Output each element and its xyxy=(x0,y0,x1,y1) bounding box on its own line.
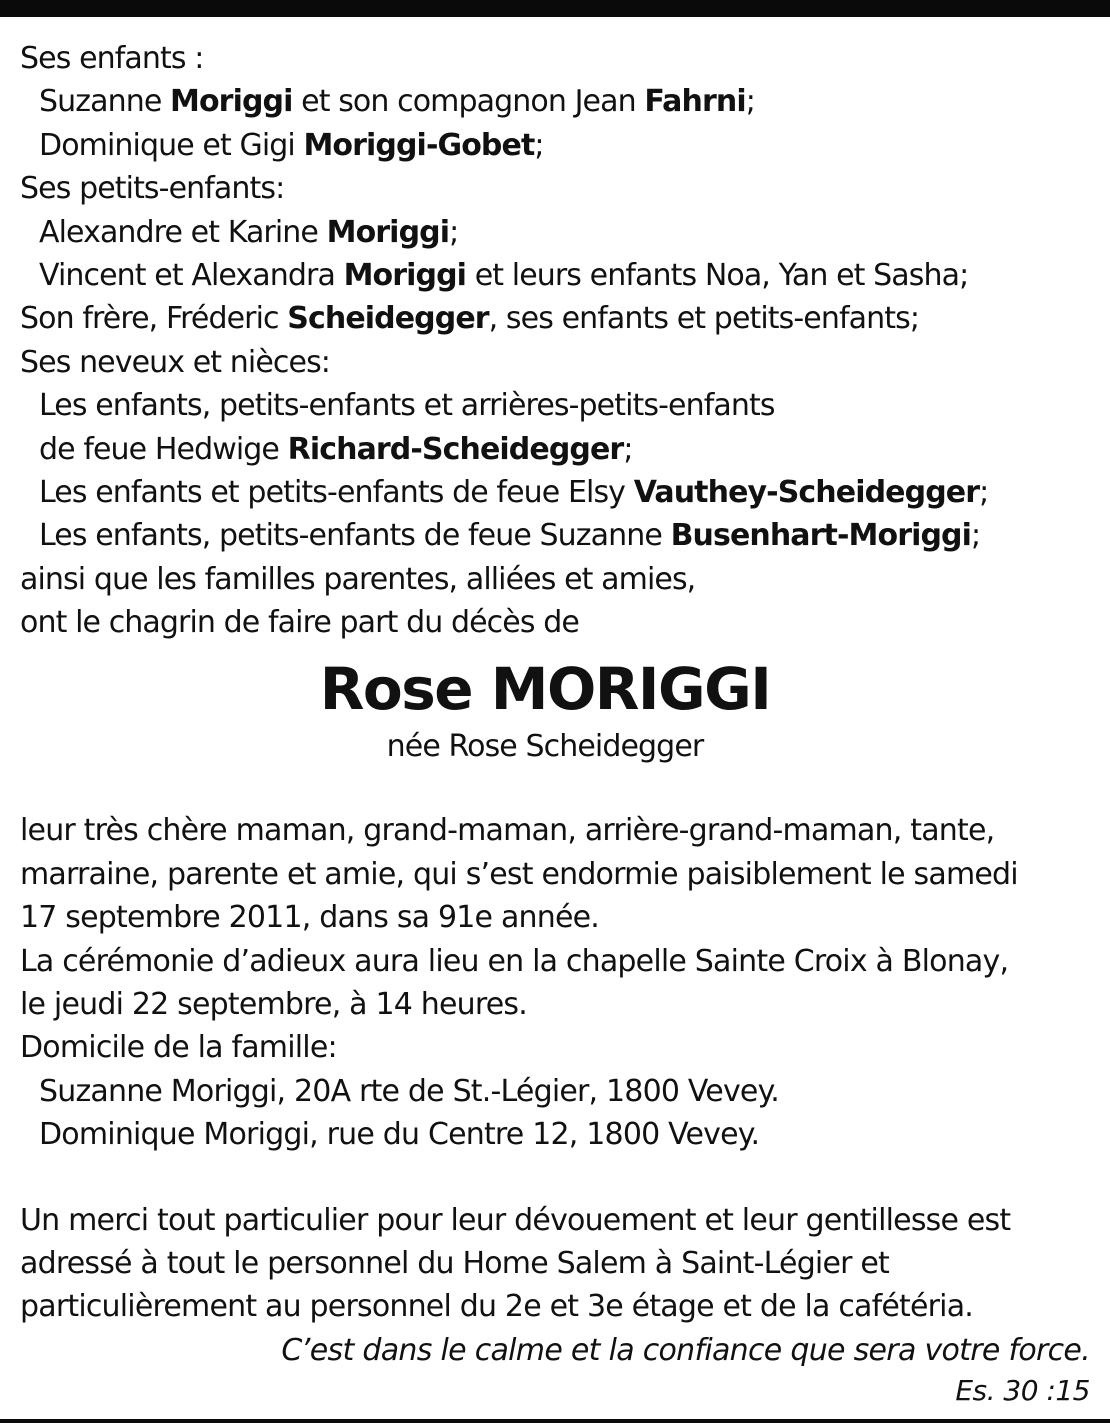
given-names: Alexandre et Karine xyxy=(39,214,318,250)
address-line-1: Suzanne Moriggi, 20A rte de St.-Légier, 1800 Vevey. xyxy=(39,1073,779,1109)
nephews-line-4 xyxy=(20,514,1090,557)
punctuation: ; xyxy=(745,84,755,120)
thanks-line-3: particulièrement au personnel du 2e et 3e étage et de la cafétéria. xyxy=(20,1289,974,1325)
obituary-notice xyxy=(20,37,1090,1410)
surname: Moriggi xyxy=(343,257,467,293)
partner-text: et son compagnon Jean xyxy=(301,84,636,120)
closing-line-1: ainsi que les familles parentes, alliées et amies, xyxy=(20,561,696,597)
ceremony-line-1: La cérémonie d’adieux aura lieu en la chapelle Sainte Croix à Blonay, xyxy=(20,943,1009,979)
grandchild-line-vincent xyxy=(20,254,1090,297)
bottom-border-rule xyxy=(0,1419,1110,1423)
domicile-heading: Domicile de la famille: xyxy=(20,1030,337,1066)
punctuation: ; xyxy=(449,214,459,250)
surname: Moriggi xyxy=(326,214,450,250)
details-line-2: marraine, parente et amie, qui s’est endormie paisiblement le samedi xyxy=(20,856,1018,892)
ceremony-line-2: le jeudi 22 septembre, à 14 heures. xyxy=(20,987,527,1023)
surname: Moriggi xyxy=(170,84,293,120)
prefix-text: Les enfants, petits-enfants de feue Suzanne xyxy=(39,518,662,554)
partner-surname: Fahrni xyxy=(644,84,746,120)
prefix-text: Les enfants et petits-enfants de feue Elsy xyxy=(39,474,626,510)
child-line-suzanne xyxy=(20,80,1090,123)
deceased-name: Rose MORIGGI xyxy=(319,655,771,724)
given-names: Suzanne xyxy=(39,84,162,120)
nephews-line-3 xyxy=(20,471,1090,514)
punctuation: ; xyxy=(534,127,544,163)
rest-text: et leurs enfants Noa, Yan et Sasha; xyxy=(474,257,969,293)
brother-line xyxy=(20,297,1090,340)
details-line-1: leur très chère maman, grand-maman, arrière-grand-maman, tante, xyxy=(20,813,995,849)
grandchild-line-alexandre xyxy=(20,211,1090,254)
given-names: Dominique et Gigi xyxy=(39,127,295,163)
surname: Scheidegger xyxy=(287,301,489,337)
thanks-line-1: Un merci tout particulier pour leur dévouement et leur gentillesse est xyxy=(20,1202,1011,1238)
prefix-text: Son frère, Fréderic xyxy=(20,301,279,337)
surname: Vauthey-Scheidegger xyxy=(633,474,980,510)
birth-name: née Rose Scheidegger xyxy=(386,729,704,765)
given-names: Vincent et Alexandra xyxy=(39,257,335,293)
rest-text: , ses enfants et petits-enfants; xyxy=(488,301,920,337)
child-line-dominique xyxy=(20,124,1090,167)
nephews-heading: Ses neveux et nièces: xyxy=(20,344,331,380)
details-block xyxy=(20,809,1090,1156)
nephews-line-2 xyxy=(20,428,1090,471)
spacer xyxy=(20,767,1090,809)
nephews-line-1: Les enfants, petits-enfants et arrières-petits-enfants xyxy=(39,388,775,424)
thanks-line-2: adressé à tout le personnel du Home Salem à Saint-Légier et xyxy=(20,1245,890,1281)
address-line-2: Dominique Moriggi, rue du Centre 12, 1800 Vevey. xyxy=(39,1117,760,1153)
children-heading: Ses enfants : xyxy=(20,41,204,76)
surname: Moriggi-Gobet xyxy=(303,127,535,163)
details-line-3: 17 septembre 2011, dans sa 91e année. xyxy=(20,900,599,936)
surname: Richard-Scheidegger xyxy=(287,431,624,467)
bible-verse: C’est dans le calme et la confiance que sera votre force. xyxy=(281,1332,1090,1368)
verse-reference: Es. 30 :15 xyxy=(955,1373,1090,1407)
top-border-rule xyxy=(0,0,1110,17)
grandchildren-heading: Ses petits-enfants: xyxy=(20,171,285,207)
prefix-text: de feue Hedwige xyxy=(39,431,279,467)
punctuation: ; xyxy=(979,474,989,510)
punctuation: ; xyxy=(623,431,633,467)
surname: Busenhart-Moriggi xyxy=(670,518,972,554)
punctuation: ; xyxy=(971,518,981,554)
closing-line-2: ont le chagrin de faire part du décès de xyxy=(20,605,579,641)
spacer xyxy=(20,1157,1090,1199)
thanks-block xyxy=(20,1199,1090,1329)
